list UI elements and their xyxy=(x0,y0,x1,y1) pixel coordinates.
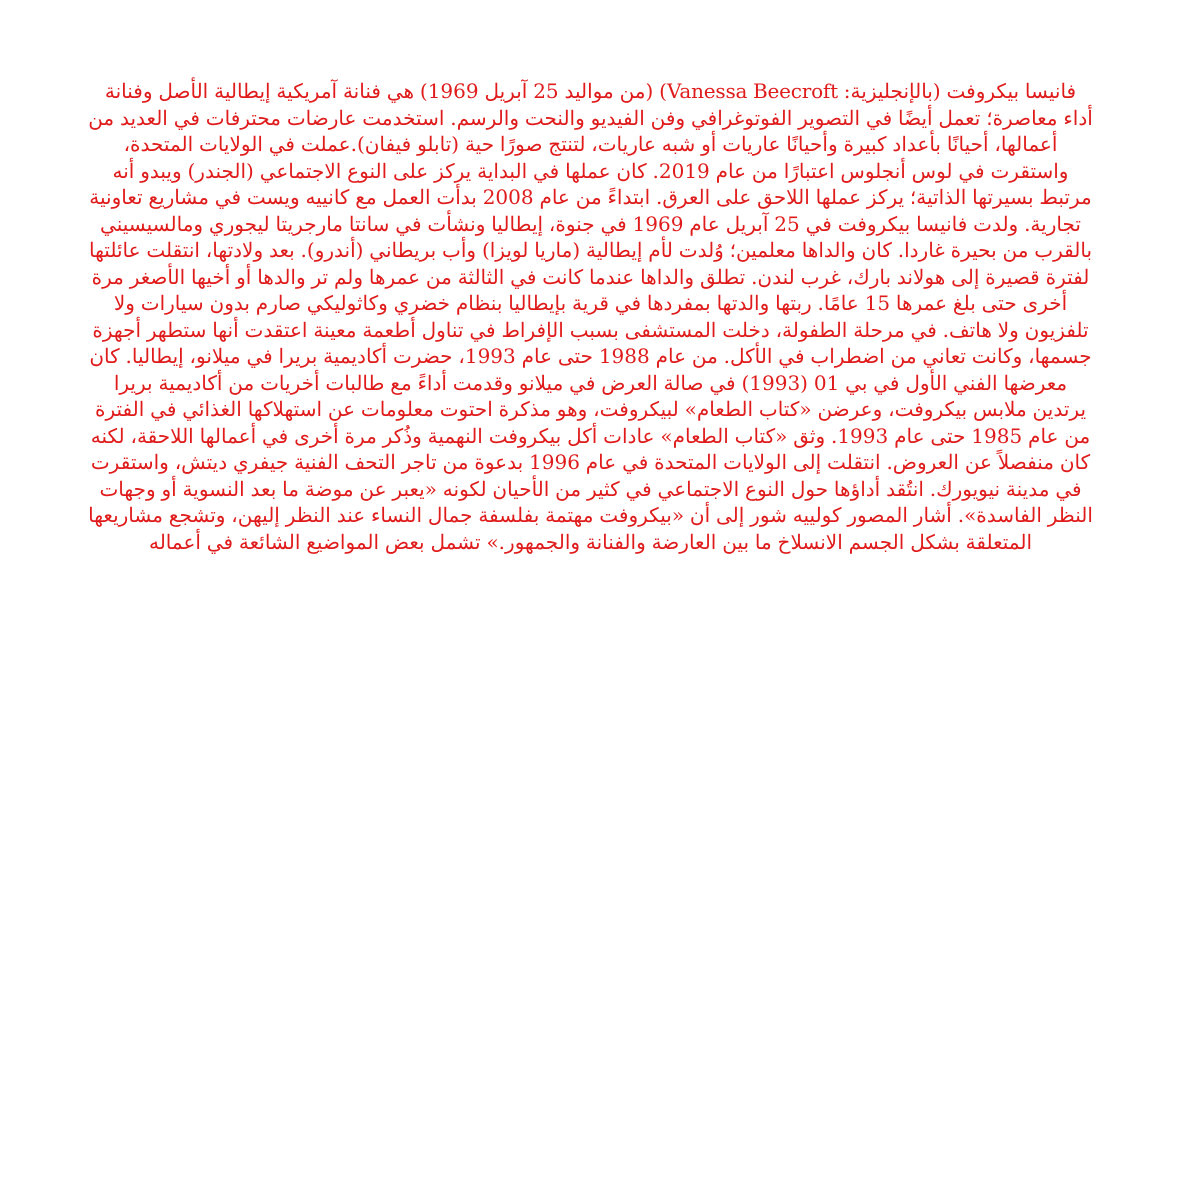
article-paragraph-intro: فانيسا بيكروفت (بالإنجليزية: Vanessa Beecroft) (من مواليد 25 آبريل 1969) هي فنانة آمريكية إيطالية الأصل وفنانة أداء معاصرة؛ تعمل أيضًا في التصوير الفوتوغرافي وفن الفيديو والنحت والرسم. استخدمت عارضات محترفات في العديد من أعمالها، أحيانًا بأعداد كبيرة وأحيانًا عاريات أو شبه عاريات، لتنتج صورًا حية (تابلو فيفان).عملت في الولايات المتحدة، واستقرت في لوس أنجلوس اعتبارًا من عام 2019. كان عملها في البداية يركز على النوع الاجتماعي (الجندر) ويبدو أنه مرتبط بسيرتها الذاتية؛ يركز عملها اللاحق على العرق. ابتداءً من عام 2008 بدأت العمل مع كانييه ويست في مشاريع تعاونية تجارية. xyxy=(88,79,1093,236)
article-body xyxy=(88,78,1093,555)
article-paragraph-biography: ولدت فانيسا بيكروفت في 25 آبريل عام 1969 في جنوة، إيطاليا ونشأت في سانتا مارجريتا ليجوري ومالسيسيني بالقرب من بحيرة غاردا. كان والداها معلمين؛ وُلدت لأم إيطالية (ماريا لويزا) وأب بريطاني (أندرو). بعد ولادتها، انتقلت عائلتها لفترة قصيرة إلى هولاند بارك، غرب لندن. تطلق والداها عندما كانت في الثالثة من عمرها ولم تر والدها أو أخيها الأصغر مرة أخرى حتى بلغ عمرها 15 عامًا. ربتها والدتها بمفردها في قرية بإيطاليا بنظام خضري وكاثوليكي صارم بدون سيارات ولا تلفزيون ولا هاتف. في مرحلة الطفولة، دخلت المستشفى بسبب الإفراط في تناول أطعمة معينة اعتقدت أنها ستطهر أجهزة جسمها، وكانت تعاني من اضطراب في الأكل. من عام 1988 حتى عام 1993، حضرت أكاديمية بريرا في ميلانو، إيطاليا. كان معرضها الفني الأول في بي 01 (1993) في صالة العرض في ميلانو وقدمت أداءً مع طالبات أخريات من أكاديمية بريرا يرتدين ملابس بيكروفت، وعرضن «كتاب الطعام» لبيكروفت، وهو مذكرة احتوت معلومات عن استهلاكها الغذائي في الفترة من عام 1985 حتى عام 1993. وثق «كتاب الطعام» عادات أكل بيكروفت النهمية وذُكر مرة أخرى في أعمالها اللاحقة، لكنه كان منفصلاً عن العروض. انتقلت إلى الولايات المتحدة في عام 1996 بدعوة من تاجر التحف الفنية جيفري ديتش، واستقرت في مدينة نيويورك. انتُقد أداؤها حول النوع الاجتماعي في كثير من الأحيان لكونه «يعبر عن موضة ما بعد النسوية أو وجهات النظر الفاسدة». أشار المصور كولييه شور إلى أن «بيكروفت مهتمة بفلسفة جمال النساء عند النظر إليهن، وتشجع مشاريعها المتعلقة بشكل الجسم الانسلاخ ما بين العارضة والفنانة والجمهور.» تشمل بعض المواضيع الشائعة في أعماله xyxy=(88,211,1093,554)
